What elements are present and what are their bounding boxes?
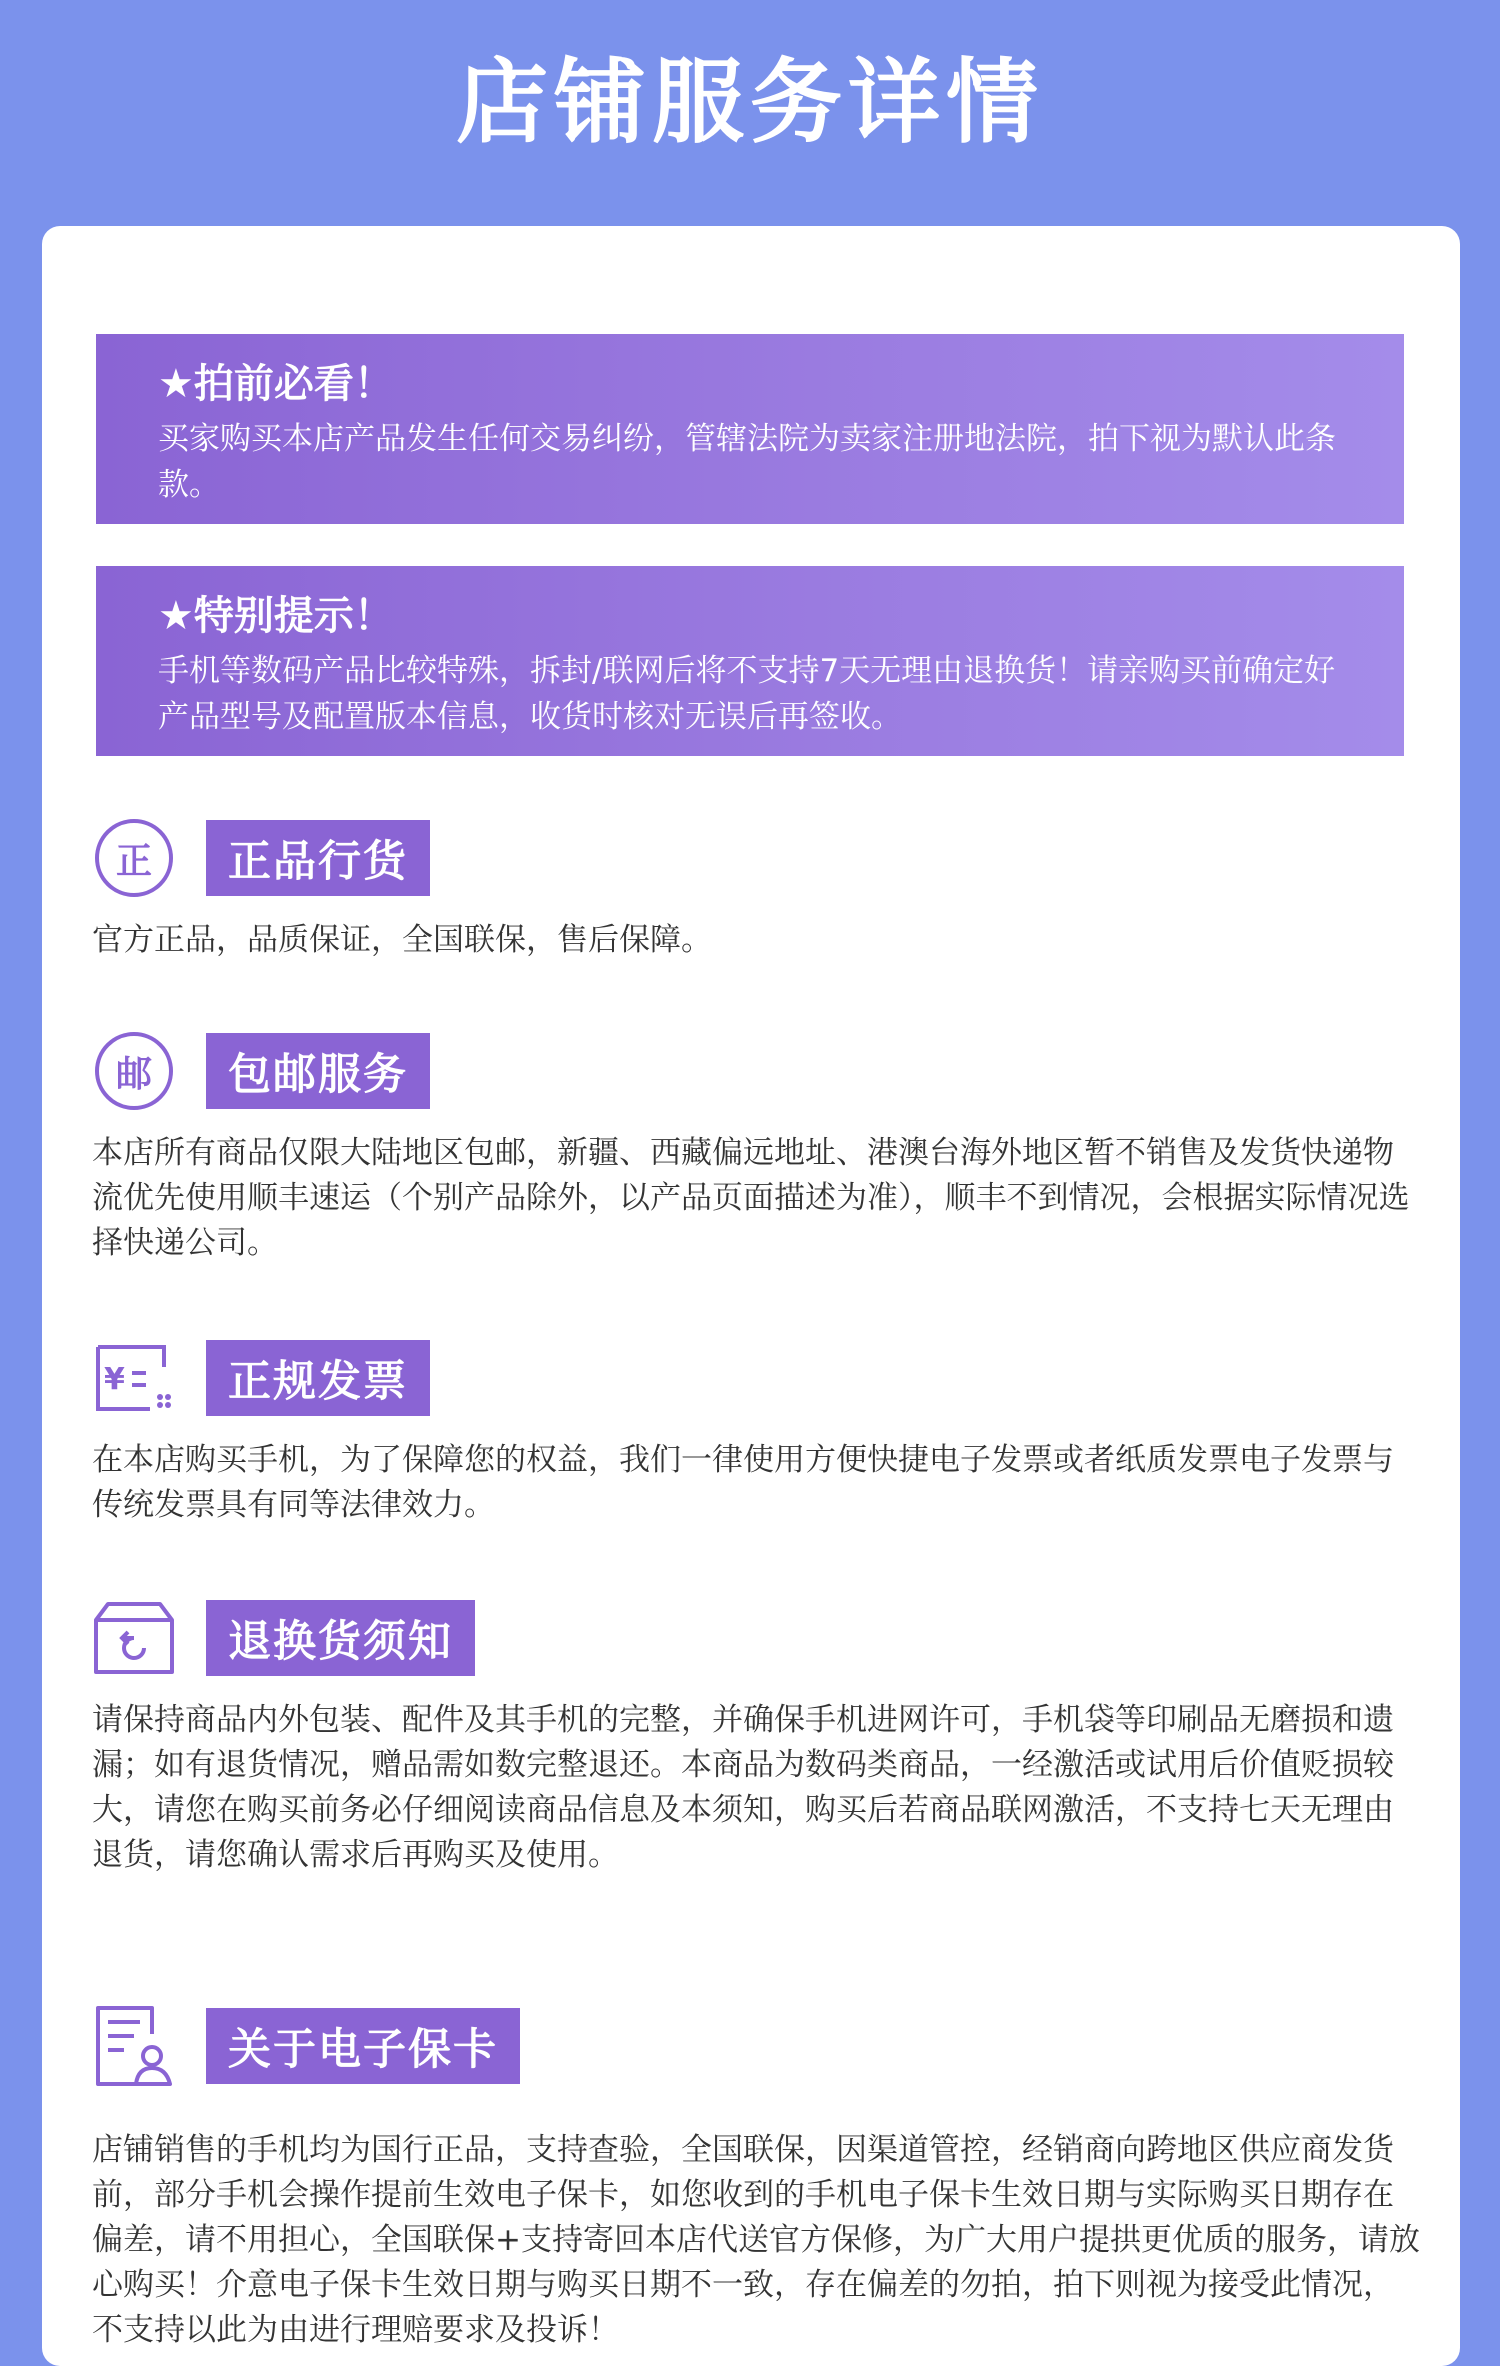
- notice-must-read: [96, 334, 1404, 524]
- svg-text:¥: ¥: [104, 1362, 125, 1397]
- you-badge-icon: 邮: [92, 1029, 176, 1113]
- section-title: 包邮服务: [206, 1033, 430, 1109]
- section-returns-text: 请保持商品内外包装、配件及其手机的完整，并确保手机进网许可，手机袋等印刷品无磨损和遗漏；如有退货情况，赠品需如数完整退还。本商品为数码类商品，一经激活或试用后价值贬损较大，请您在购买前务必仔细阅读商品信息及本须知，购买后若商品联网激活，不支持七天无理由退货，请您确认需求后再购买及使用。: [92, 1702, 1394, 1873]
- notice-title: ★拍前必看！: [158, 361, 394, 407]
- section-shipping-header: [92, 1029, 430, 1113]
- service-card: [42, 226, 1460, 2366]
- notice-text: 手机等数码产品比较特殊，拆封/联网后将不支持7天无理由退换货！请亲购买前确定好产品型号及配置版本信息，收货时核对无误后再签收。: [158, 653, 1336, 735]
- section-warranty-header: [92, 2004, 520, 2088]
- return-box-icon: [92, 1596, 176, 1680]
- section-warranty-text: 店铺销售的手机均为国行正品，支持查验，全国联保，因渠道管控，经销商向跨地区供应商发货前，部分手机会操作提前生效电子保卡，如您收到的手机电子保卡生效日期与实际购买日期存在偏差，请不用担心，全国联保+支持寄回本店代送官方保修，为广大用户提拱更优质的服务，请放心购买！介意电子保卡生效日期与购买日期不一致，存在偏差的勿拍，拍下则视为接受此情况，不支持以此为由进行理赔要求及投诉！: [92, 2132, 1420, 2348]
- section-genuine-header: [92, 816, 430, 900]
- warranty-card-icon: [92, 2004, 176, 2088]
- section-genuine-text: 官方正品，品质保证，全国联保，售后保障。: [92, 922, 712, 958]
- notice-text: 买家购买本店产品发生任何交易纠纷，管辖法院为卖家注册地法院，拍下视为默认此条款。: [158, 421, 1336, 503]
- section-invoice-header: [92, 1336, 430, 1420]
- section-title: 正品行货: [206, 820, 430, 896]
- section-title: 退换货须知: [206, 1600, 475, 1676]
- invoice-icon: [92, 1336, 176, 1420]
- notice-title: ★特别提示！: [158, 593, 394, 639]
- page-title: 店铺服务详情: [455, 49, 1044, 156]
- page-header: [0, 0, 1500, 200]
- zheng-badge-icon: 正: [92, 816, 176, 900]
- section-title: 关于电子保卡: [206, 2008, 520, 2084]
- section-invoice-text: 在本店购买手机，为了保障您的权益，我们一律使用方便快捷电子发票或者纸质发票电子发票与传统发票具有同等法律效力。: [92, 1442, 1394, 1523]
- section-shipping-text: 本店所有商品仅限大陆地区包邮，新疆、西藏偏远地址、港澳台海外地区暂不销售及发货快递物流优先使用顺丰速运（个别产品除外，以产品页面描述为准），顺丰不到情况，会根据实际情况选择快递公司。: [92, 1135, 1410, 1261]
- section-returns-header: [92, 1596, 475, 1680]
- notice-special-tip: [96, 566, 1404, 756]
- section-title: 正规发票: [206, 1340, 430, 1416]
